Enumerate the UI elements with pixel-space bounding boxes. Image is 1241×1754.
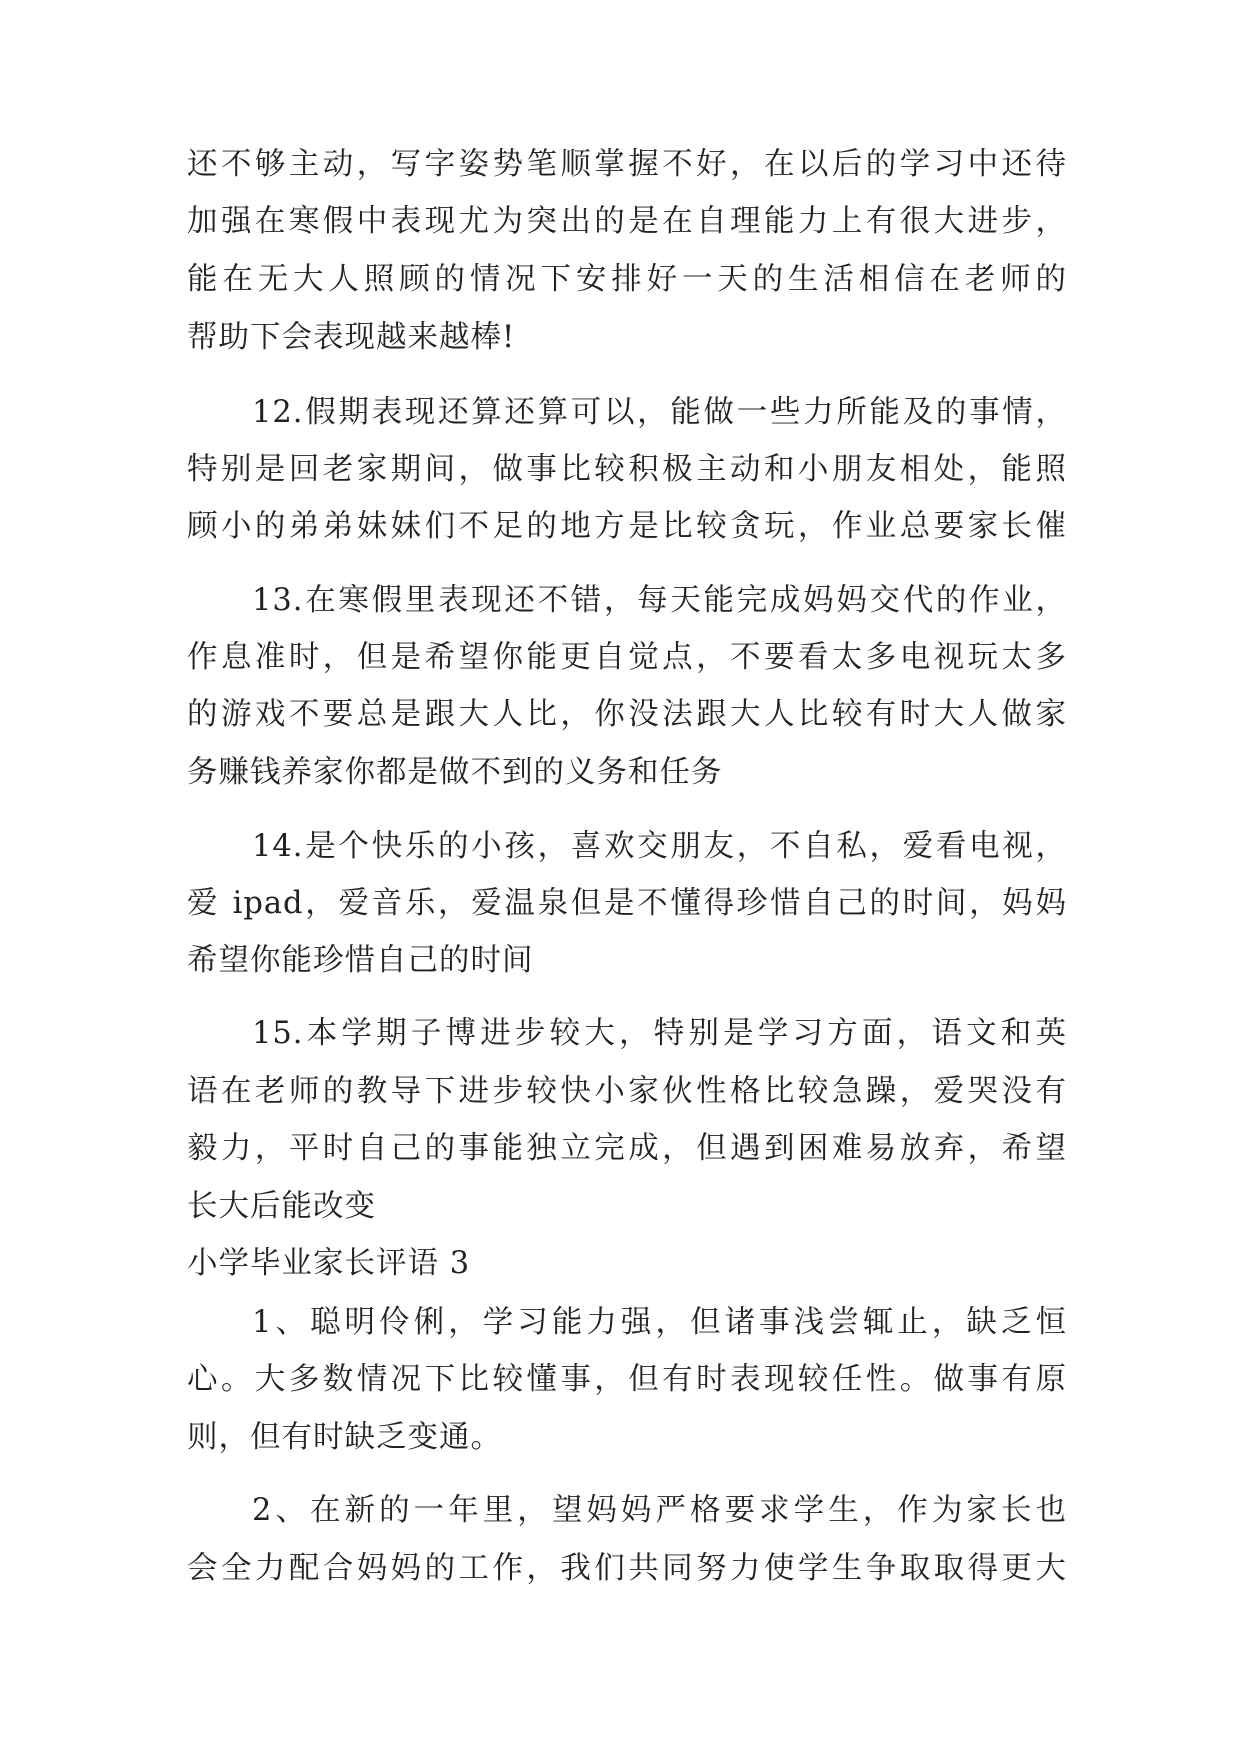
text-line: 爱 ipad，爱音乐，爱温泉但是不懂得珍惜自己的时间，妈妈 (187, 886, 1067, 921)
text-line: 务赚钱养家你都是做不到的义务和任务 (187, 755, 723, 790)
text-line: 的游戏不要总是跟大人比，你没法跟大人比较有时大人做家 (187, 697, 1067, 732)
text-line: 还不够主动，写字姿势笔顺掌握不好，在以后的学习中还待 (187, 147, 1067, 182)
text-line: 毅力，平时自己的事能独立完成，但遇到困难易放弃，希望 (187, 1131, 1067, 1166)
text-line: 作息准时，但是希望你能更自觉点，不要看太多电视玩太多 (187, 640, 1067, 675)
text-line: 帮助下会表现越来越棒! (187, 320, 516, 355)
text-line: 能在无大人照顾的情况下安排好一天的生活相信在老师的 (187, 262, 1067, 297)
text-line: 会全力配合妈妈的工作，我们共同努力使学生争取取得更大 (187, 1551, 1067, 1586)
text-line: 长大后能改变 (187, 1189, 376, 1224)
section-heading: 小学毕业家长评语 3 (187, 1246, 471, 1281)
text-line: 加强在寒假中表现尤为突出的是在自理能力上有很大进步， (187, 204, 1067, 239)
paragraph-start-12: 12.假期表现还算还算可以，能做一些力所能及的事情， (252, 395, 1067, 430)
paragraph-start-1: 1、聪明伶俐，学习能力强，但诸事浅尝辄止，缺乏恒 (252, 1305, 1067, 1340)
text-line: 特别是回老家期间，做事比较积极主动和小朋友相处，能照 (187, 452, 1067, 487)
text-line: 希望你能珍惜自己的时间 (187, 943, 534, 978)
text-line: 顾小的弟弟妹妹们不足的地方是比较贪玩，作业总要家长催 (187, 509, 1067, 544)
paragraph-start-14: 14.是个快乐的小孩，喜欢交朋友，不自私，爱看电视， (252, 829, 1067, 864)
paragraph-start-2: 2、在新的一年里，望妈妈严格要求学生，作为家长也 (252, 1493, 1067, 1528)
text-line: 则，但有时缺乏变通。 (187, 1420, 502, 1455)
text-line: 语在老师的教导下进步较快小家伙性格比较急躁，爱哭没有 (187, 1074, 1067, 1109)
paragraph-start-15: 15.本学期子博进步较大，特别是学习方面，语文和英 (252, 1016, 1067, 1051)
text-line: 心。大多数情况下比较懂事，但有时表现较任性。做事有原 (187, 1362, 1067, 1397)
paragraph-start-13: 13.在寒假里表现还不错，每天能完成妈妈交代的作业， (252, 583, 1067, 618)
